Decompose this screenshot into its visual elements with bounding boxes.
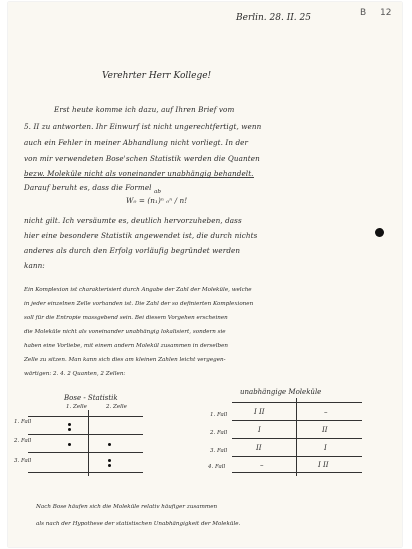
- row-label: 2. Fall: [14, 438, 32, 444]
- closing-line: als nach der Hypothese der statistischen Unabhängigkeit der Moleküle.: [36, 521, 241, 527]
- table-cell: I II: [318, 461, 329, 469]
- molecule-dot: [108, 443, 111, 446]
- body-line: Zelle zu sitzen. Man kann sich dies am kleinen Zahlen leicht vergegen-: [24, 357, 226, 363]
- date-line: Berlin. 28. II. 25: [236, 13, 311, 23]
- body-line: hier eine besondere Statistik angewendet ist, die durch nichts: [24, 231, 258, 240]
- body-line: von mir verwendeten Bose'schen Statistik werden die Quanten: [24, 154, 260, 163]
- letter-page: B 12 Berlin. 28. II. 25 Verehrter Herr Kollege! Erst heute komme ich dazu, auf Ihren Brief vom 5. II zu antworten. Ihr Einwurf ist nicht ungerechtfertigt, wenn auch ein Fehler in meiner Abhandlung nicht vorliegt. In der von mir verwendeten Bose'schen Statistik werden die Quanten bezw. Moleküle nicht als voneinander unabhängig behandelt. Darauf beruht es, dass die Formel ab W₀ = (n₁)ⁿ ₀ⁿ / n! nicht gilt. Ich versäumte es, deutlich hervorzuheben, dass hier eine besondere Statistik angewendet ist, die durch nichts anderes als durch den Erfolg vorläufig begründet werden kann: Ein Komplexion ist charakterisiert durch Angabe der Zahl der Moleküle, welche in jeder einzelnen Zelle vorhanden ist. Die Zahl der so definierten Komplexionen soll für die Entropie massgebend sein. Bei diesem Vorgehen erscheinen die Moleküle nicht als voneinander unabhängig lokalisiert, sondern sie haben eine Vorliebe, mit einem andern Molekül zusammen in derselben Zelle zu sitzen. Man kann sich dies am kleinen Zahlen leicht vergegen- wärtigen: 2. 4. 2 Quanten, 2 Zellen: Bose - Statistik 1. Zelle 2. Zelle 1. Fall 2. Fall 3. Fall unabhängige Moleküle 1. Fall 2. Fall 3. Fall 4. Fall I II I II – II I I II – Nach Bose häufen sich die Moleküle relativ häufiger zusammen als nach der Hypothese der statistischen Unabhängigkeit der Moleküle.: [8, 2, 402, 547]
- body-line: nicht gilt. Ich versäumte es, deutlich hervorzuheben, dass: [24, 216, 242, 225]
- table-cell: II: [322, 426, 328, 434]
- column-header: 1. Zelle: [66, 404, 87, 410]
- body-line: Ein Komplexion ist charakterisiert durch Angabe der Zahl der Moleküle, welche: [24, 287, 252, 293]
- corner-mark-left: B: [360, 8, 367, 18]
- row-label: 2. Fall: [210, 430, 228, 436]
- body-line: bezw. Moleküle nicht als voneinander unabhängig behandelt.: [24, 169, 254, 178]
- molecule-dot: [68, 443, 71, 446]
- body-line: in jeder einzelnen Zelle vorhanden ist. Die Zahl der so definierten Komplexionen: [24, 301, 254, 307]
- body-line: Darauf beruht es, dass die Formel: [24, 183, 152, 192]
- closing-line: Nach Bose häufen sich die Moleküle relativ häufiger zusammen: [36, 504, 218, 510]
- body-line: kann:: [24, 261, 45, 270]
- molecule-dot: [68, 423, 71, 426]
- formula-superscript: ab: [154, 189, 161, 195]
- table-cell: I: [324, 444, 327, 452]
- molecule-dot: [108, 459, 111, 462]
- body-line: Erst heute komme ich dazu, auf Ihren Brief vom: [54, 105, 235, 114]
- column-header: 2. Zelle: [106, 404, 127, 410]
- body-line: anderes als durch den Erfolg vorläufig begründet werden: [24, 246, 241, 255]
- molecule-dot: [68, 428, 71, 431]
- molecule-dot: [108, 464, 111, 467]
- body-line: haben eine Vorliebe, mit einem andern Molekül zusammen in derselben: [24, 343, 229, 349]
- salutation: Verehrter Herr Kollege!: [102, 71, 212, 81]
- body-line: wärtigen: 2. 4. 2 Quanten, 2 Zellen:: [24, 371, 126, 377]
- row-label: 1. Fall: [210, 412, 228, 418]
- row-label: 4. Fall: [208, 464, 226, 470]
- row-label: 3. Fall: [14, 458, 32, 464]
- table-cell: I: [258, 426, 261, 434]
- body-line: soll für die Entropie massgebend sein. Bei diesem Vorgehen erscheinen: [24, 315, 228, 321]
- row-label: 3. Fall: [210, 448, 228, 454]
- corner-mark-right: 12: [380, 8, 392, 18]
- table-title: unabhängige Moleküle: [240, 388, 322, 396]
- table-cell: I II: [254, 408, 265, 416]
- body-line: die Moleküle nicht als voneinander unabhängig lokalisiert, sondern sie: [24, 329, 226, 335]
- row-label: 1. Fall: [14, 419, 32, 425]
- table-cell: II: [256, 444, 262, 452]
- body-line: auch ein Fehler in meiner Abhandlung nicht vorliegt. In der: [24, 138, 249, 147]
- body-line: 5. II zu antworten. Ihr Einwurf ist nicht ungerechtfertigt, wenn: [24, 122, 262, 131]
- hole-punch: [375, 228, 384, 237]
- table-title: Bose - Statistik: [64, 394, 118, 402]
- formula: W₀ = (n₁)ⁿ ₀ⁿ / n!: [126, 196, 188, 205]
